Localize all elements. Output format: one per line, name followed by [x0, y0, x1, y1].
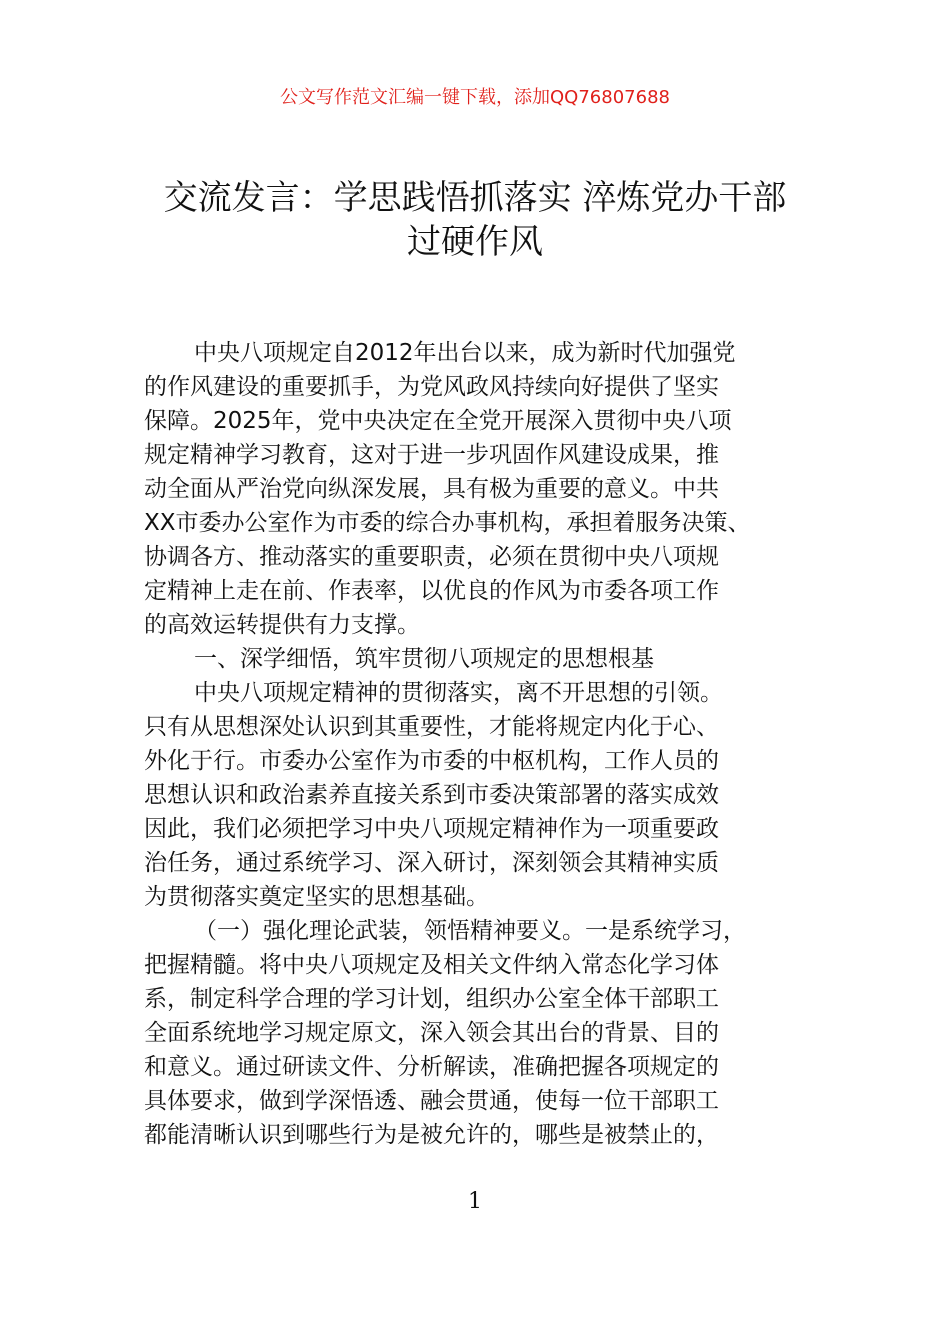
body-line: 只有从思想深处认识到其重要性，才能将规定内化于心、 — [144, 714, 719, 740]
body-line: 的作风建设的重要抓手，为党风政风持续向好提供了坚实 — [144, 374, 719, 400]
download-notice: 公文写作范文汇编一键下载，添加QQ76807688 — [280, 87, 670, 108]
document-title-line-2: 过硬作风 — [407, 222, 543, 262]
body-line: 保障。2025年，党中央决定在全党开展深入贯彻中央八项 — [144, 408, 732, 434]
document-title-line-1: 交流发言：学思践悟抓落实 淬炼党办干部 — [163, 178, 787, 218]
body-line: 中央八项规定自2012年出台以来，成为新时代加强党 — [194, 340, 736, 366]
body-line: 的高效运转提供有力支撑。 — [144, 612, 420, 638]
body-line: 把握精髓。将中央八项规定及相关文件纳入常态化学习体 — [144, 952, 719, 978]
body-line: 为贯彻落实奠定坚实的思想基础。 — [144, 884, 489, 910]
body-line: 规定精神学习教育，这对于进一步巩固作风建设成果，推 — [144, 442, 719, 468]
body-line: XX市委办公室作为市委的综合办事机构，承担着服务决策、 — [144, 510, 751, 536]
body-line: 一、深学细悟，筑牢贯彻八项规定的思想根基 — [194, 646, 654, 672]
page-number: 1 — [468, 1189, 482, 1214]
body-line: 因此，我们必须把学习中央八项规定精神作为一项重要政 — [144, 816, 719, 842]
body-line: 定精神上走在前、作表率，以优良的作风为市委各项工作 — [144, 578, 719, 604]
body-line: 治任务，通过系统学习、深入研讨，深刻领会其精神实质 — [144, 850, 719, 876]
body-line: 动全面从严治党向纵深发展，具有极为重要的意义。中共 — [144, 476, 719, 502]
body-line: 外化于行。市委办公室作为市委的中枢机构，工作人员的 — [144, 748, 719, 774]
body-line: 思想认识和政治素养直接关系到市委决策部署的落实成效 — [144, 782, 719, 808]
document-body — [144, 336, 808, 1152]
body-line: 中央八项规定精神的贯彻落实，离不开思想的引领。 — [194, 680, 723, 706]
body-line: （一）强化理论武装，领悟精神要义。一是系统学习， — [194, 918, 746, 944]
body-line: 和意义。通过研读文件、分析解读，准确把握各项规定的 — [144, 1054, 719, 1080]
body-line: 具体要求，做到学深悟透、融会贯通，使每一位干部职工 — [144, 1088, 719, 1114]
body-line: 协调各方、推动落实的重要职责，必须在贯彻中央八项规 — [144, 544, 719, 570]
body-line: 全面系统地学习规定原文，深入领会其出台的背景、目的 — [144, 1020, 719, 1046]
body-line: 系，制定科学合理的学习计划，组织办公室全体干部职工 — [144, 986, 719, 1012]
body-line: 都能清晰认识到哪些行为是被允许的，哪些是被禁止的， — [144, 1122, 719, 1148]
